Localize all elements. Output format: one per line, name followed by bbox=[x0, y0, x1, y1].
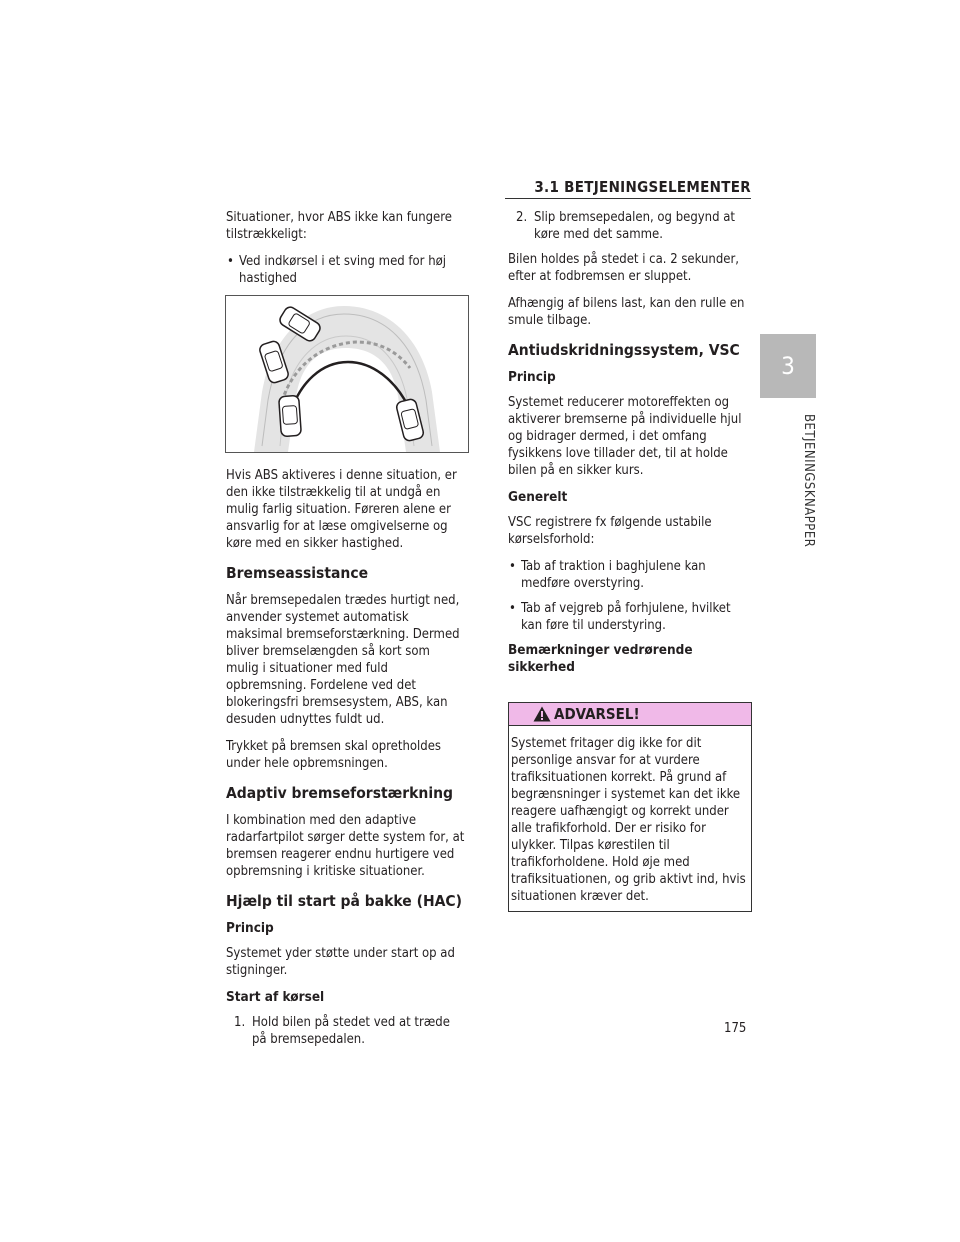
step-number: 1. bbox=[234, 1015, 246, 1030]
list-item: • Tab af vejgreb på forhjulene, hvilket kan føre til understyring. bbox=[508, 600, 752, 634]
chapter-tab: 3 bbox=[760, 334, 816, 398]
body-text: Hvis ABS aktiveres i denne situation, er den ikke tilstrækkelig til at undgå en mulig farlig situation. Føreren alene er ansvarlig for at læse omgivelserne og køre med en sikker hastighed. bbox=[226, 468, 457, 551]
step-number: 2. bbox=[516, 210, 528, 225]
step-text: Slip bremsepedalen, og begynd at køre med det samme. bbox=[534, 210, 735, 242]
car-left bbox=[279, 395, 302, 436]
header-rule bbox=[505, 198, 751, 199]
warning-title: ADVARSEL! bbox=[554, 704, 640, 723]
body-text: Bilen holdes på stedet i ca. 2 sekunder, efter at fodbremsen er sluppet. bbox=[508, 252, 739, 284]
sub-heading: Start af kørsel bbox=[226, 989, 325, 1005]
step-text: Hold bilen på stedet ved at træde på bremsepedalen. bbox=[252, 1015, 450, 1047]
section-heading: Hjælp til start på bakke (HAC) bbox=[226, 892, 463, 910]
warning-text: Systemet fritager dig ikke for dit personlige ansvar for at vurdere trafiksituationen korrekt. På grund af begrænsninger i systemet kan det ikke reagere uafhængigt og korrekt under alle trafikforhold. Der er risiko for ulykker. Tilpas kørestilen til trafikforholdene. Hold øje med trafiksituationen, og grib aktivt ind, hvis situationen kræver det. bbox=[511, 736, 746, 904]
body-text: Afhængig af bilens last, kan den rulle en smule tilbage. bbox=[508, 296, 745, 328]
body-text: Systemet yder støtte under start op ad stigninger. bbox=[226, 946, 455, 978]
step-item bbox=[226, 1014, 466, 1048]
section-heading: Antiudskridningssystem, VSC bbox=[508, 341, 740, 359]
list-item: • Ved indkørsel i et sving med for høj hastighed bbox=[226, 253, 466, 287]
section-heading: Bremseassistance bbox=[226, 564, 369, 582]
body-text: I kombination med den adaptive radarfartpilot sørger dette system for, at bremsen reagerer endnu hurtigere ved opbremsning i kritiske situationer. bbox=[226, 813, 465, 879]
right-column bbox=[508, 209, 752, 912]
warning-header bbox=[509, 703, 751, 726]
body-text: Systemet reducerer motoreffekten og aktiverer bremserne på individuelle hjul og bidrager dermed, i det omfang fysikkens love tillader det, til at holde bilen på en sikker kurs. bbox=[508, 395, 742, 478]
body-text: VSC registrere fx følgende ustabile kørselsforhold: bbox=[508, 515, 712, 547]
curve-illustration bbox=[225, 295, 469, 453]
sub-heading: Princip bbox=[508, 369, 556, 385]
step-item bbox=[508, 209, 752, 243]
curve-diagram bbox=[226, 296, 468, 452]
section-header: 3.1 BETJENINGSELEMENTER bbox=[534, 178, 751, 196]
sub-heading: Generelt bbox=[508, 489, 568, 505]
sub-heading: Princip bbox=[226, 920, 274, 936]
list-item: • Tab af traktion i baghjulene kan medføre overstyring. bbox=[508, 558, 752, 592]
sub-heading: Bemærkninger vedrørende sikkerhed bbox=[508, 642, 693, 675]
body-text: Trykket på bremsen skal opretholdes under hele opbremsningen. bbox=[226, 739, 441, 771]
warning-box bbox=[508, 702, 752, 912]
page-number: 175 bbox=[724, 1021, 747, 1036]
section-heading: Adaptiv bremseforstærkning bbox=[226, 784, 454, 802]
intro-text: Situationer, hvor ABS ikke kan fungere tilstrækkeligt: bbox=[226, 210, 452, 242]
chapter-label: BETJENINGSKNAPPER bbox=[801, 414, 816, 548]
warning-icon bbox=[533, 706, 551, 722]
left-column bbox=[226, 209, 466, 1056]
body-text: Når bremsepedalen trædes hurtigt ned, anvender systemet automatisk maksimal bremseforstærkning. Dermed bliver bremselængden så kort som mulig i situationer med fuld opbremsning. Fordelene ved det blokeringsfri bremsesystem, ABS, kan desuden udnyttes fuldt ud. bbox=[226, 593, 460, 727]
